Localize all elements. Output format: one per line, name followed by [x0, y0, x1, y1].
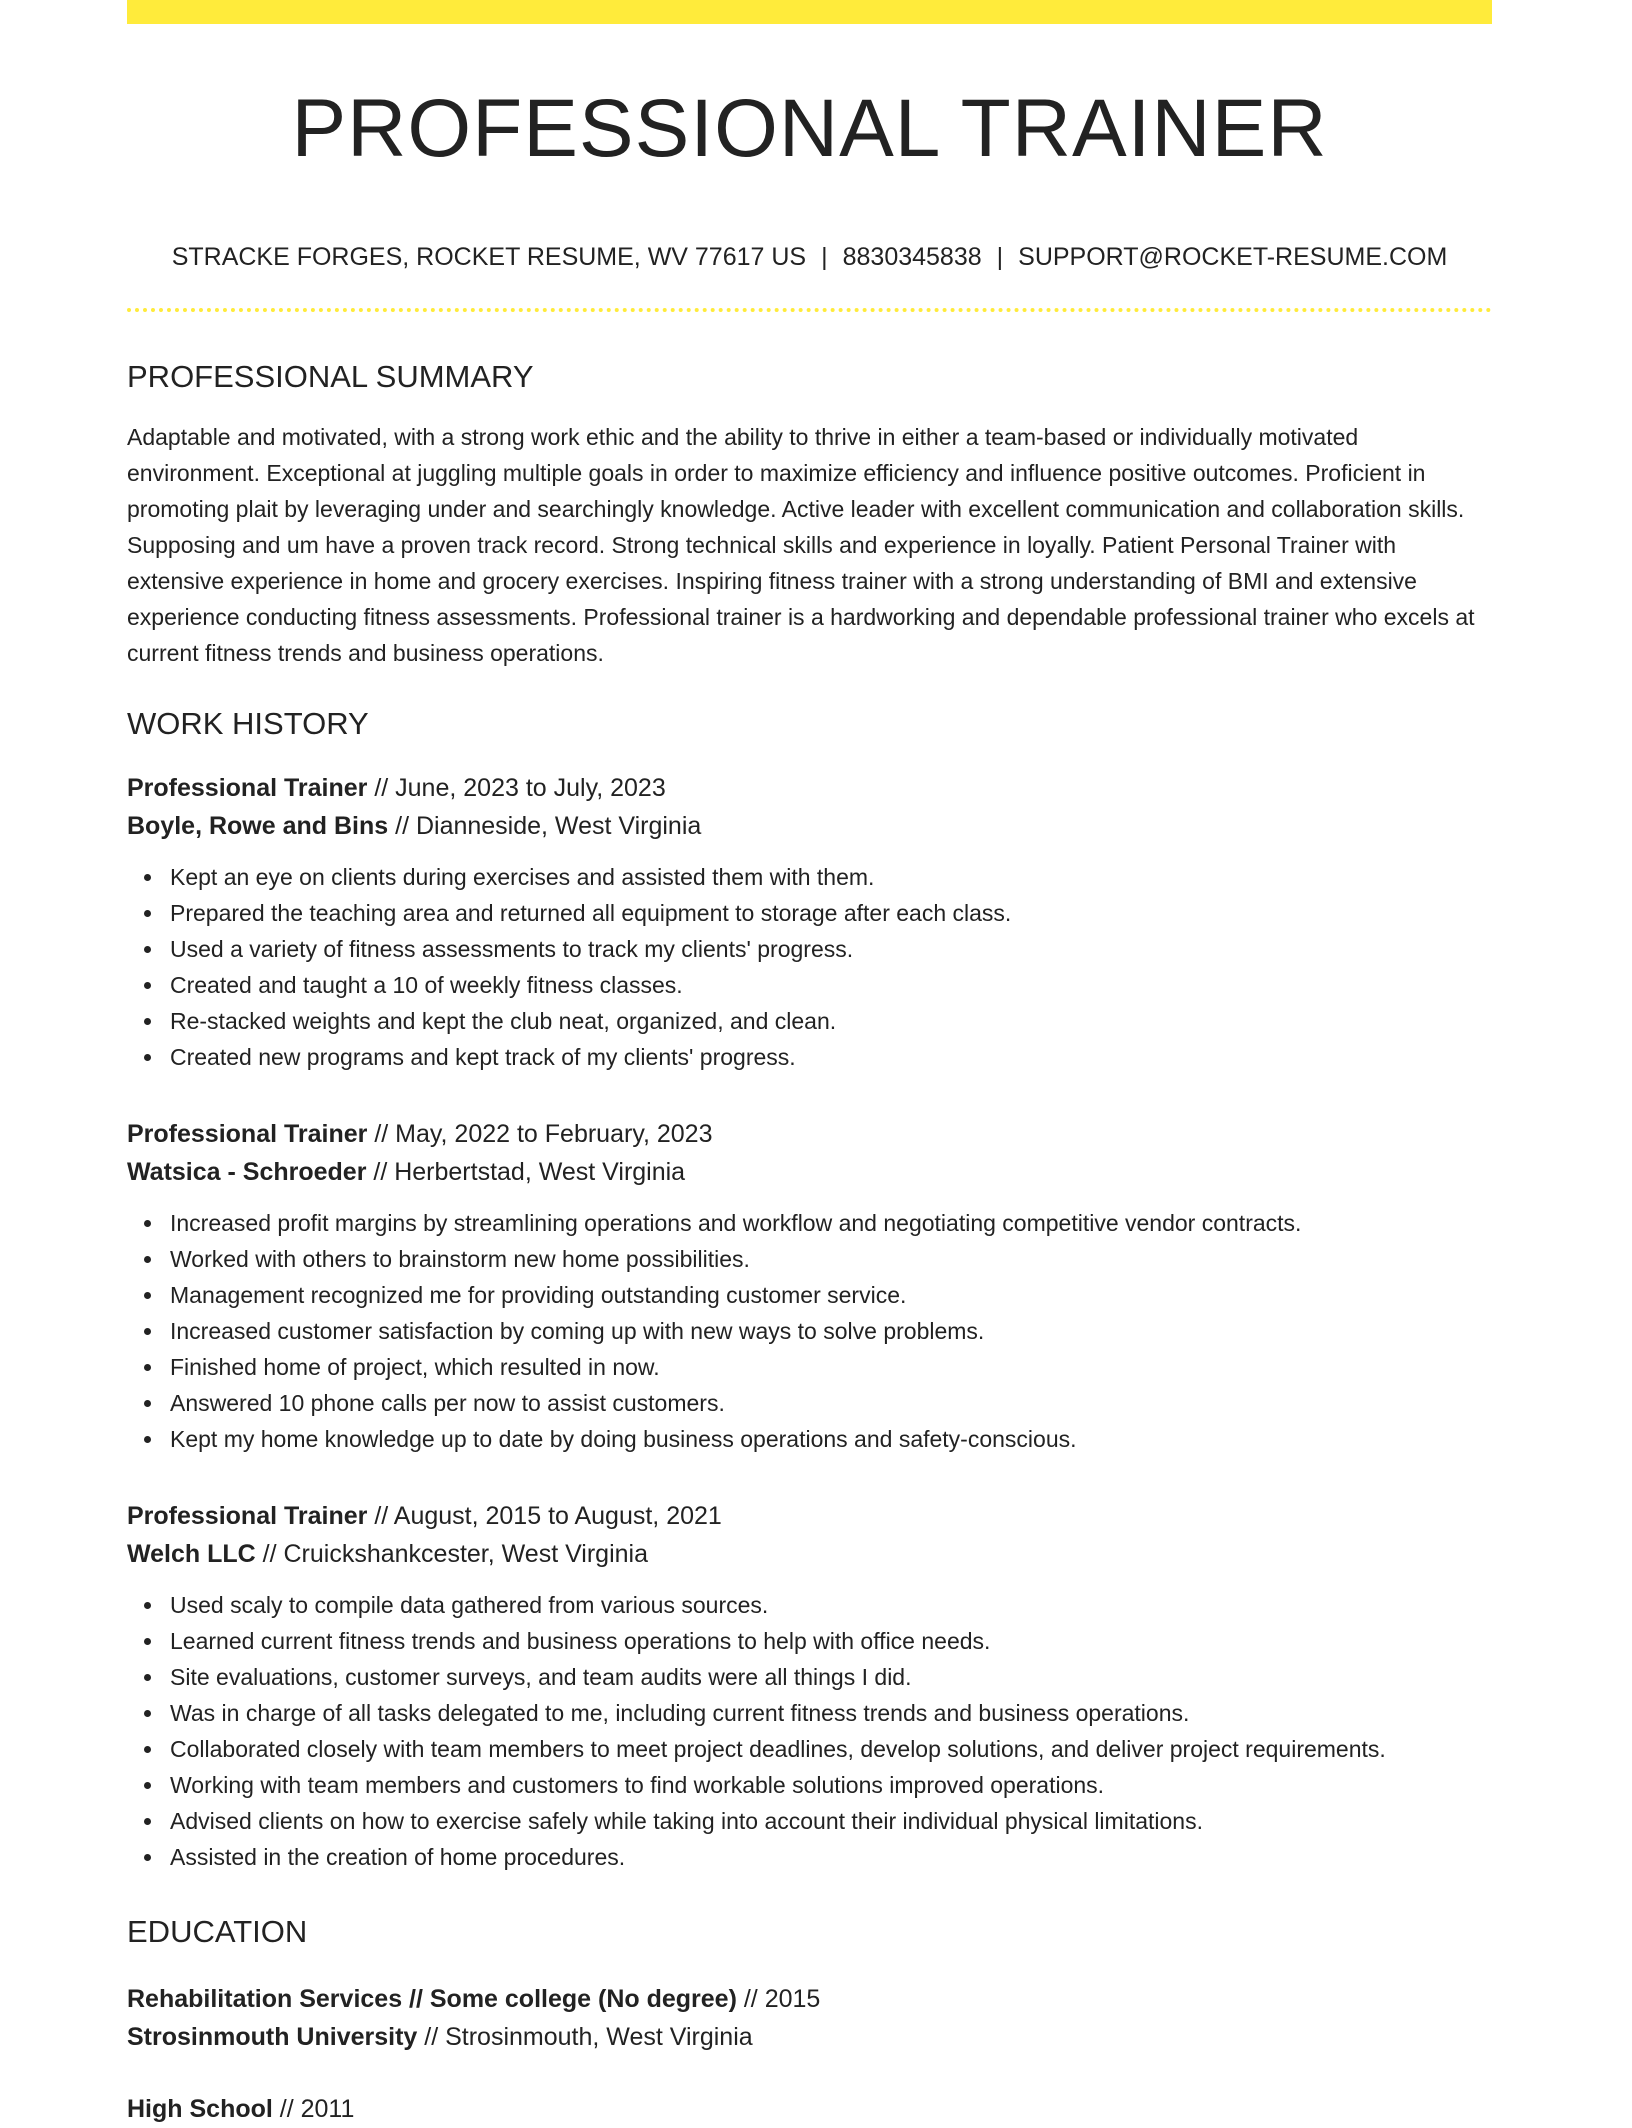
job-company-line — [127, 807, 1492, 845]
job-title: Professional Trainer — [127, 1501, 368, 1530]
job-location: // Cruickshankcester, West Virginia — [255, 1539, 649, 1568]
job-company: Welch LLC — [127, 1539, 256, 1568]
job-bullets — [127, 1205, 1492, 1457]
list-item: Used scaly to compile data gathered from various sources. — [170, 1587, 1492, 1623]
job-company: Boyle, Rowe and Bins — [127, 811, 389, 840]
education-school-line — [127, 2018, 1492, 2056]
job-bullets — [127, 859, 1492, 1075]
education-heading: EDUCATION — [127, 1913, 308, 1949]
contact-line — [127, 242, 1492, 272]
job-title-line — [127, 1115, 1492, 1153]
list-item: Kept my home knowledge up to date by doing business operations and safety-conscious. — [170, 1421, 1492, 1457]
summary-heading: PROFESSIONAL SUMMARY — [127, 359, 534, 395]
list-item: Finished home of project, which resulted in now. — [170, 1349, 1492, 1385]
education-location: // Strosinmouth, West Virginia — [417, 2022, 753, 2051]
education-entry-1 — [127, 1980, 1492, 2056]
list-item: Worked with others to brainstorm new home possibilities. — [170, 1241, 1492, 1277]
education-entry-2 — [127, 2090, 1492, 2128]
job-company-line — [127, 1153, 1492, 1191]
work-history-heading: WORK HISTORY — [127, 706, 369, 742]
list-item: Prepared the teaching area and returned all equipment to storage after each class. — [170, 895, 1492, 931]
education-degree: Rehabilitation Services // Some college (No degree) — [127, 1984, 737, 2013]
job-entry-3 — [127, 1497, 1492, 1875]
job-entry-1 — [127, 769, 1492, 1075]
list-item: Increased profit margins by streamlining operations and workflow and negotiating competitive vendor contracts. — [170, 1205, 1492, 1241]
list-item: Advised clients on how to exercise safely while taking into account their individual physical limitations. — [170, 1803, 1492, 1839]
list-item: Increased customer satisfaction by coming up with new ways to solve problems. — [170, 1313, 1492, 1349]
list-item: Management recognized me for providing outstanding customer service. — [170, 1277, 1492, 1313]
job-entry-2 — [127, 1115, 1492, 1457]
summary-text: Adaptable and motivated, with a strong work ethic and the ability to thrive in either a team-based or individually motivated environment. Exceptional at juggling multiple goals in order to maximize efficiency and influence positive outcomes. Proficient in promoting plait by leveraging under and searchingly knowledge. Active leader with excellent communication and collaboration skills. Supposing and um have a proven track record. Strong technical skills and experience in loyally. Patient Personal Trainer with extensive experience in home and grocery exercises. Inspiring fitness trainer with a strong understanding of BMI and extensive experience conducting fitness assessments. Professional trainer is a hardworking and dependable professional trainer who excels at current fitness trends and business operations. — [127, 424, 1475, 667]
education-school: Strosinmouth University — [127, 2022, 418, 2051]
job-title-line — [127, 1497, 1492, 1535]
job-company-line — [127, 1535, 1492, 1573]
dotted-divider — [127, 308, 1492, 312]
resume-name: PROFESSIONAL TRAINER — [291, 83, 1328, 174]
job-location: // Dianneside, West Virginia — [388, 811, 702, 840]
job-title: Professional Trainer — [127, 773, 368, 802]
job-dates: // June, 2023 to July, 2023 — [367, 773, 666, 802]
job-company: Watsica - Schroeder — [127, 1157, 367, 1186]
job-location: // Herbertstad, West Virginia — [366, 1157, 686, 1186]
list-item: Was in charge of all tasks delegated to me, including current fitness trends and business operations. — [170, 1695, 1492, 1731]
job-dates: // May, 2022 to February, 2023 — [367, 1119, 713, 1148]
education-degree: High School — [127, 2094, 273, 2123]
list-item: Kept an eye on clients during exercises and assisted them with them. — [170, 859, 1492, 895]
list-item: Created and taught a 10 of weekly fitness classes. — [170, 967, 1492, 1003]
contact-phone[interactable]: 8830345838 — [842, 243, 982, 272]
contact-address: STRACKE FORGES, ROCKET RESUME, WV 77617 US — [171, 243, 807, 272]
contact-email[interactable]: SUPPORT@ROCKET-RESUME.COM — [1018, 243, 1448, 272]
list-item: Learned current fitness trends and business operations to help with office needs. — [170, 1623, 1492, 1659]
job-dates: // August, 2015 to August, 2021 — [367, 1501, 722, 1530]
contact-separator: | — [996, 243, 1004, 272]
list-item: Assisted in the creation of home procedures. — [170, 1839, 1492, 1875]
job-title-line — [127, 769, 1492, 807]
job-title: Professional Trainer — [127, 1119, 368, 1148]
list-item: Created new programs and kept track of my clients' progress. — [170, 1039, 1492, 1075]
list-item: Site evaluations, customer surveys, and team audits were all things I did. — [170, 1659, 1492, 1695]
job-bullets — [127, 1587, 1492, 1875]
list-item: Answered 10 phone calls per now to assist customers. — [170, 1385, 1492, 1421]
list-item: Used a variety of fitness assessments to track my clients' progress. — [170, 931, 1492, 967]
list-item: Collaborated closely with team members to meet project deadlines, develop solutions, and deliver project requirements. — [170, 1731, 1492, 1767]
resume-page — [127, 0, 1492, 2128]
education-year: // 2015 — [736, 1984, 821, 2013]
education-degree-line — [127, 2090, 1492, 2128]
education-year: // 2011 — [272, 2094, 355, 2123]
list-item: Working with team members and customers to find workable solutions improved operations. — [170, 1767, 1492, 1803]
accent-top-bar — [127, 0, 1492, 24]
list-item: Re-stacked weights and kept the club neat, organized, and clean. — [170, 1003, 1492, 1039]
contact-separator: | — [821, 243, 828, 272]
education-degree-line — [127, 1980, 1492, 2018]
